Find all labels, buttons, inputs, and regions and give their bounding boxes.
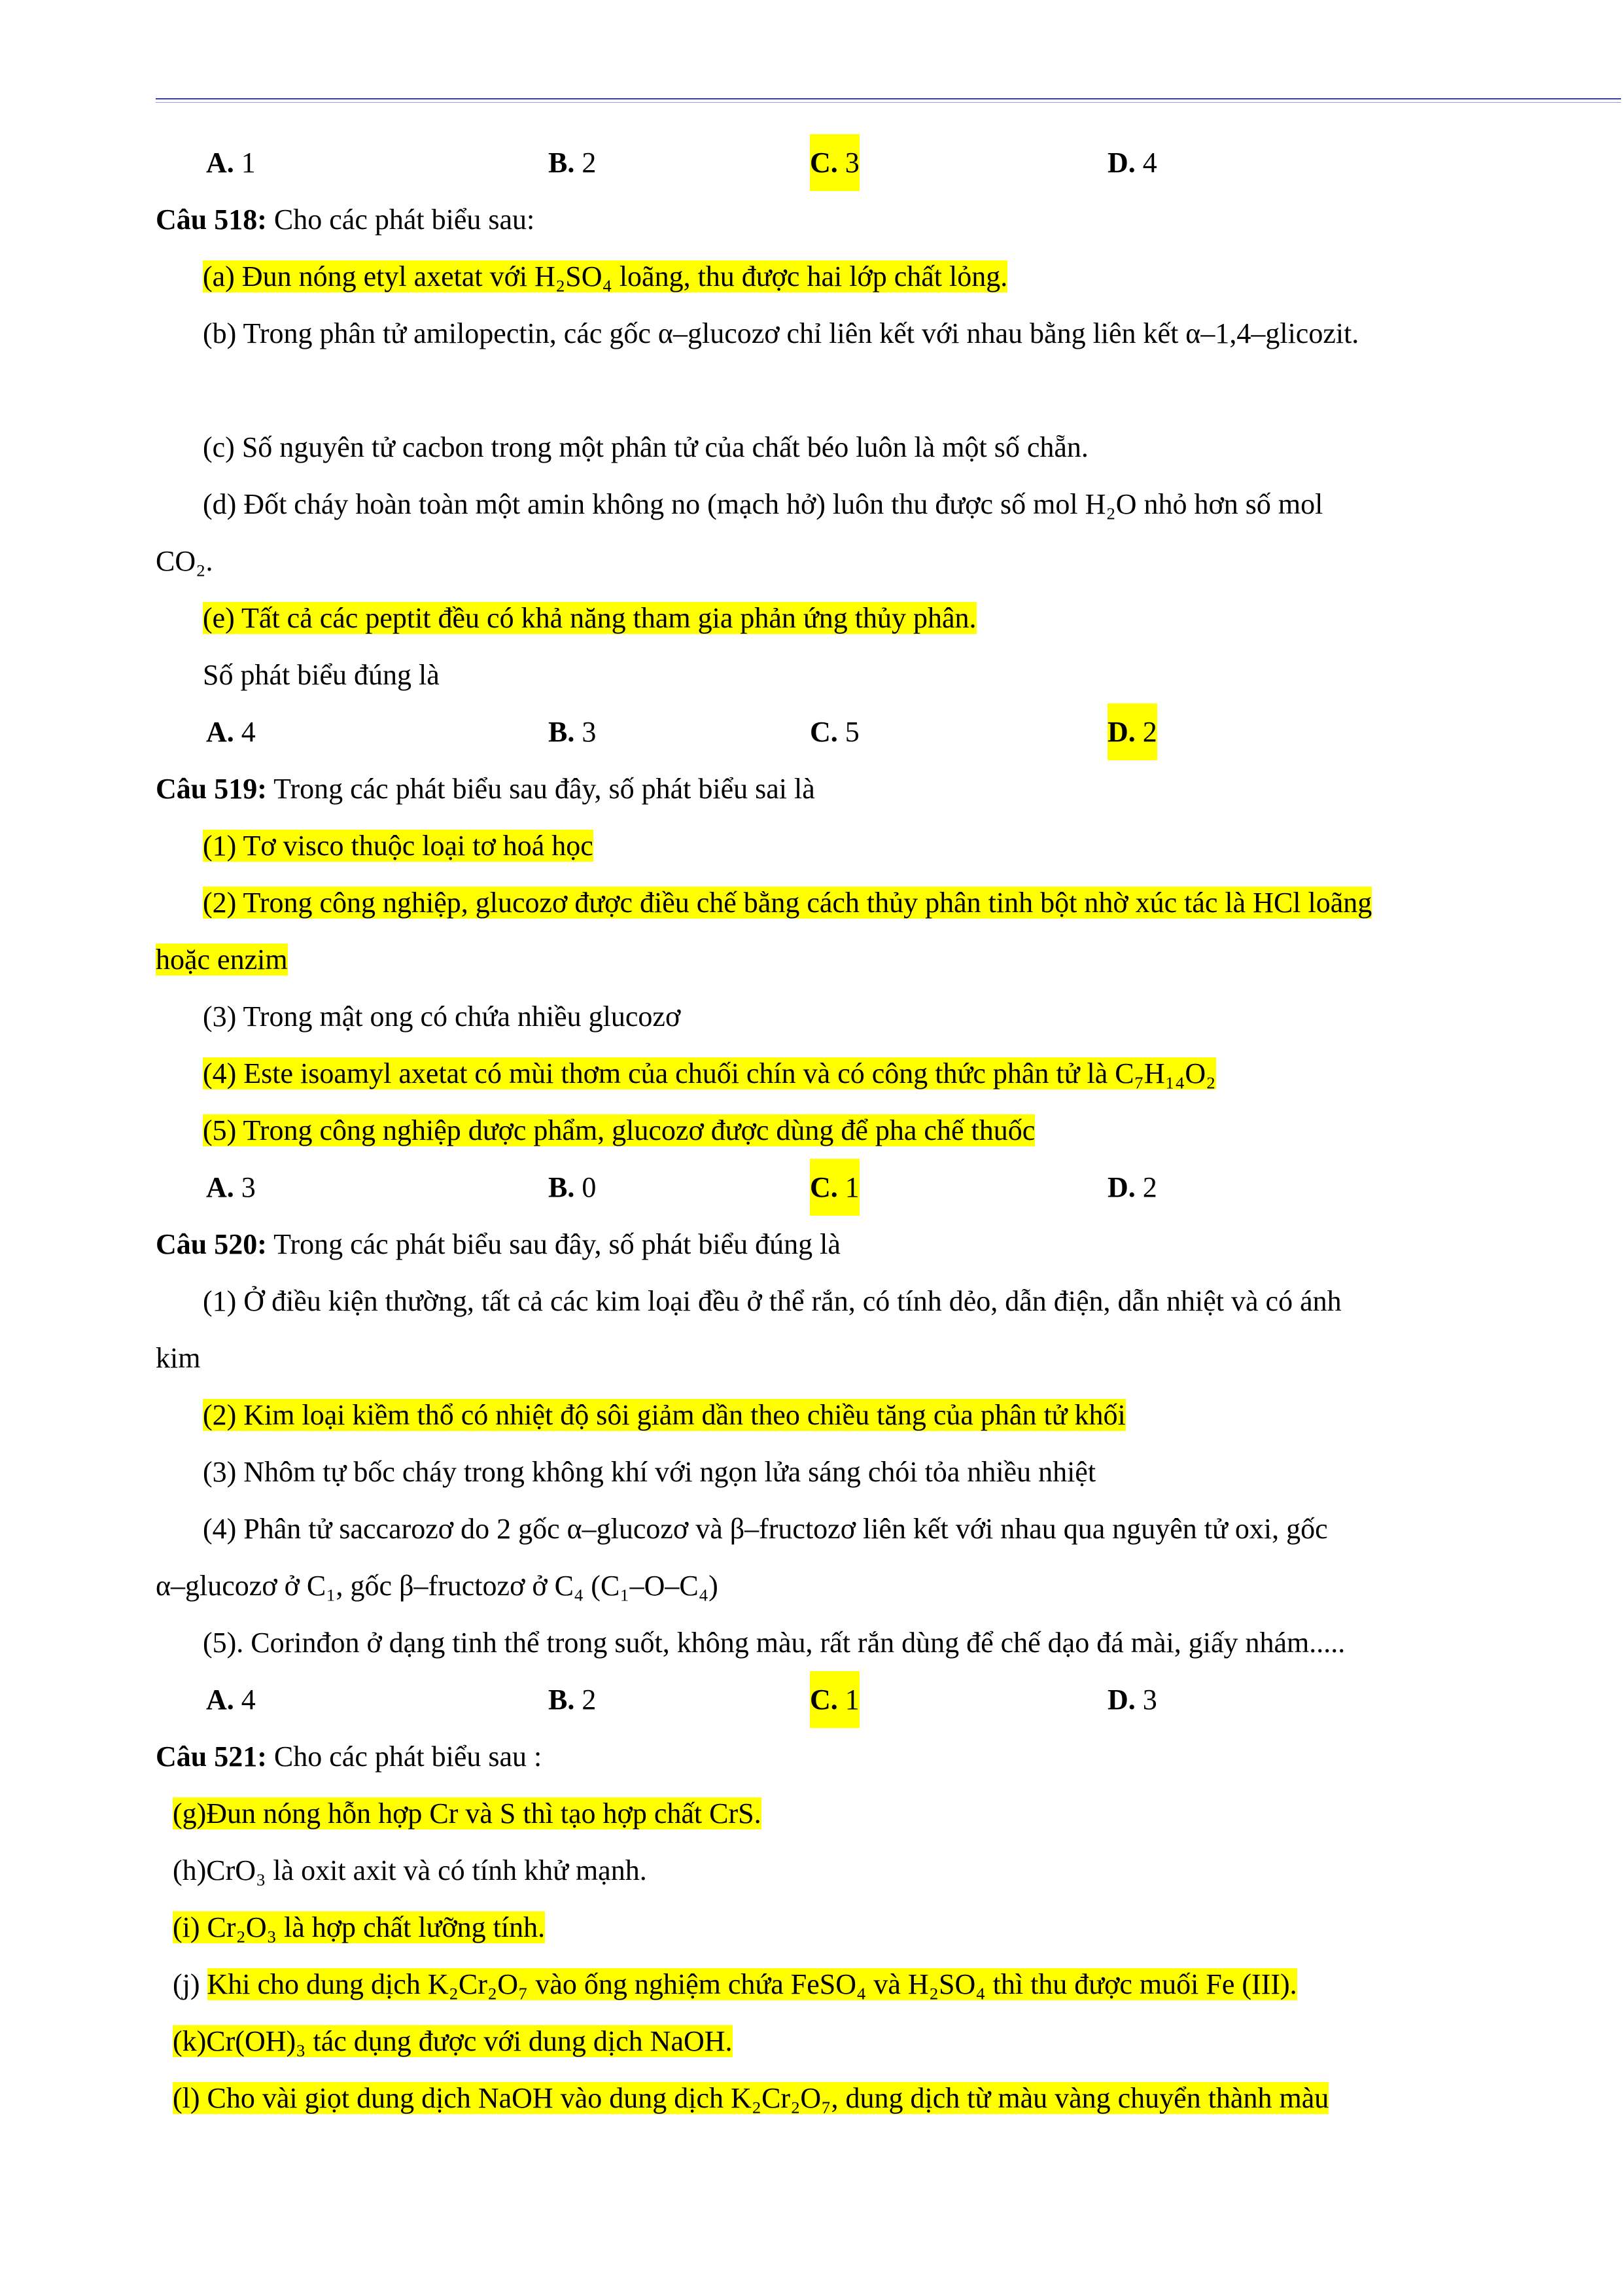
statement-g: (g)Đun nóng hỗn hợp Cr và S thì tạo hợp chất CrS.	[173, 1797, 761, 1829]
statement-d-cont: CO₂.	[156, 545, 213, 577]
option-d: D. 2	[1108, 1171, 1157, 1203]
statement-h: (h)CrO₃ là oxit axit và có tính khử mạnh.	[173, 1854, 647, 1886]
question-ask: Số phát biểu đúng là	[203, 659, 440, 691]
option-a: A. 3	[206, 1171, 256, 1203]
statement-d: (d) Đốt cháy hoàn toàn một amin không no (mạch hở) luôn thu được số mol H₂O nhỏ hơn số mol	[203, 488, 1323, 520]
option-c-correct: C. 3	[810, 134, 860, 191]
statement-4-cont: α–glucozơ ở C₁, gốc β–fructozơ ở C₄ (C₁–O–C₄)	[156, 1570, 718, 1602]
statement-j: (j) Khi cho dung dịch K₂Cr₂O₇ vào ống nghiệm chứa FeSO₄ và H₂SO₄ thì thu được muối Fe (III).	[173, 1968, 1297, 2000]
statement-1-cont: kim	[156, 1342, 201, 1374]
statement-i: (i) Cr₂O₃ là hợp chất lưỡng tính.	[173, 1911, 546, 1943]
header-rule	[156, 98, 1621, 99]
option-a: A. 1	[206, 147, 256, 179]
statement-c: (c) Số nguyên tử cacbon trong một phân tử của chất béo luôn là một số chẵn.	[203, 431, 1089, 463]
statement-l: (l) Cho vài giọt dung dịch NaOH vào dung dịch K₂Cr₂O₇, dung dịch từ màu vàng chuyển thành màu	[173, 2082, 1329, 2114]
option-b: B. 0	[548, 1171, 597, 1203]
option-c-correct: C. 1	[810, 1159, 860, 1216]
statement-2: (2) Trong công nghiệp, glucozơ được điều chế bằng cách thủy phân tinh bột nhờ xúc tác là HCl loãng	[203, 887, 1372, 919]
option-c-correct: C. 1	[810, 1671, 860, 1728]
option-a: A. 4	[206, 1684, 256, 1716]
statement-e: (e) Tất cả các peptit đều có khả năng tham gia phản ứng thủy phân.	[203, 602, 977, 634]
answer-row-518	[156, 703, 1503, 760]
answer-row-520	[156, 1671, 1503, 1728]
option-b: B. 2	[548, 147, 597, 179]
option-d: D. 4	[1108, 147, 1157, 179]
statement-2-cont: hoặc enzim	[156, 944, 288, 976]
question-520: Câu 520: Trong các phát biểu sau đây, số phát biểu đúng là	[156, 1228, 841, 1260]
statement-2: (2) Kim loại kiềm thổ có nhiệt độ sôi giảm dần theo chiều tăng của phân tử khối	[203, 1399, 1126, 1431]
answer-row-prev	[156, 134, 1503, 191]
statement-4: (4) Phân tử saccarozơ do 2 gốc α–glucozơ và β–fructozơ liên kết với nhau qua nguyên tử oxi, gốc	[203, 1513, 1328, 1545]
statement-k: (k)Cr(OH)₃ tác dụng được với dung dịch NaOH.	[173, 2025, 733, 2057]
header-rule-shadow	[156, 102, 1621, 103]
statement-1: (1) Tơ visco thuộc loại tơ hoá học	[203, 830, 593, 862]
answer-row-519	[156, 1159, 1503, 1216]
statement-1: (1) Ở điều kiện thường, tất cả các kim loại đều ở thể rắn, có tính dẻo, dẫn điện, dẫn nhiệt và có ánh	[203, 1285, 1342, 1317]
statement-b: (b) Trong phân tử amilopectin, các gốc α–glucozơ chỉ liên kết với nhau bằng liên kết α–1,4–glicozit.	[203, 317, 1359, 349]
statement-3: (3) Trong mật ong có chứa nhiều glucozơ	[203, 1000, 681, 1033]
option-d-correct: D. 2	[1108, 703, 1157, 760]
option-b: B. 2	[548, 1684, 597, 1716]
question-521: Câu 521: Cho các phát biểu sau :	[156, 1740, 542, 1773]
option-b: B. 3	[548, 716, 597, 748]
option-d: D. 3	[1108, 1684, 1157, 1716]
statement-5: (5) Trong công nghiệp dược phẩm, glucozơ được dùng để pha chế thuốc	[203, 1114, 1036, 1146]
question-518: Câu 518: Cho các phát biểu sau:	[156, 203, 535, 236]
statement-a: (a) Đun nóng etyl axetat với H₂SO₄ loãng, thu được hai lớp chất lỏng.	[203, 260, 1008, 292]
statement-5: (5). Corinđon ở dạng tinh thể trong suốt, không màu, rất rắn dùng để chế dạo đá mài, giấy nhám.....	[203, 1627, 1346, 1659]
option-c: C. 5	[810, 716, 860, 748]
question-519: Câu 519: Trong các phát biểu sau đây, số phát biểu sai là	[156, 773, 815, 805]
statement-3: (3) Nhôm tự bốc cháy trong không khí với ngọn lửa sáng chói tỏa nhiều nhiệt	[203, 1456, 1096, 1488]
document-page	[156, 134, 1503, 2127]
option-a: A. 4	[206, 716, 256, 748]
statement-4: (4) Este isoamyl axetat có mùi thơm của chuối chín và có công thức phân tử là C₇H₁₄O₂	[203, 1057, 1216, 1089]
